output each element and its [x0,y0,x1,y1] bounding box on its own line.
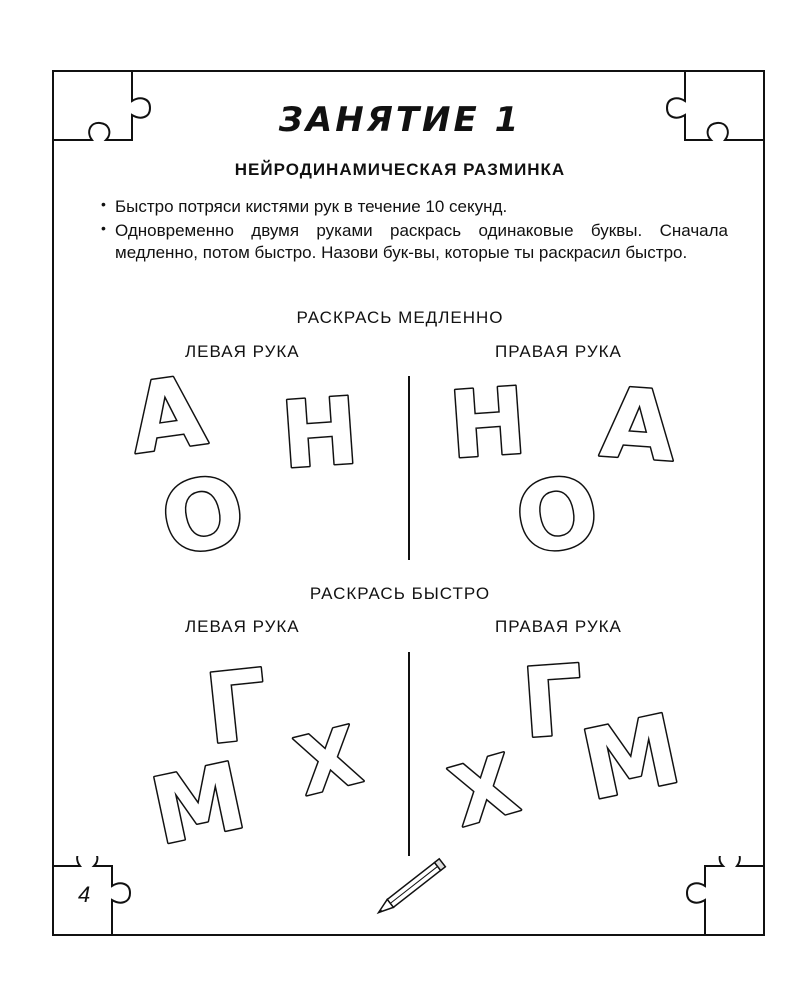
letter-slow-left-n[interactable]: Н [277,377,362,490]
letter-slow-left-a[interactable]: А [122,354,212,476]
bullet-icon: • [101,220,106,236]
slow-right-hand-label: ПРАВАЯ РУКА [495,342,622,361]
bullet-icon: • [101,196,106,212]
letter-slow-right-n[interactable]: Н [445,367,530,480]
letter-fast-left-m[interactable]: М [142,742,255,867]
slow-left-hand-label: ЛЕВАЯ РУКА [185,342,300,361]
fast-right-hand-label: ПРАВАЯ РУКА [495,617,622,636]
letter-fast-left-g[interactable]: Г [200,648,273,767]
letter-slow-right-a[interactable]: А [597,366,680,484]
letter-fast-right-m[interactable]: М [572,693,690,823]
letter-slow-left-o[interactable]: О [151,452,255,579]
letter-slow-right-o[interactable]: О [507,453,608,578]
letter-fast-left-h[interactable]: Х [287,708,370,814]
slow-heading: РАСКРАСЬ МЕДЛЕННО [296,308,504,327]
fast-left-hand-label: ЛЕВАЯ РУКА [185,617,300,636]
letter-fast-right-g[interactable]: Г [518,644,588,761]
letter-fast-right-h[interactable]: Х [440,737,528,846]
page-number: 4 [78,882,91,907]
lesson-subtitle: НЕЙРОДИНАМИЧЕСКАЯ РАЗМИНКА [234,160,566,179]
lesson-title: ЗАНЯТИЕ 1 [278,100,522,140]
instruction-item: • Быстро потряси кистями рук в течение 10 секунд. [98,196,728,218]
instruction-item: • Одновременно двумя руками раскрась одинаковые буквы. Сначала медленно, потом быстро. Назови бук-вы, которые ты раскрасил быстро. [98,220,728,264]
fast-heading: РАСКРАСЬ БЫСТРО [309,584,491,603]
